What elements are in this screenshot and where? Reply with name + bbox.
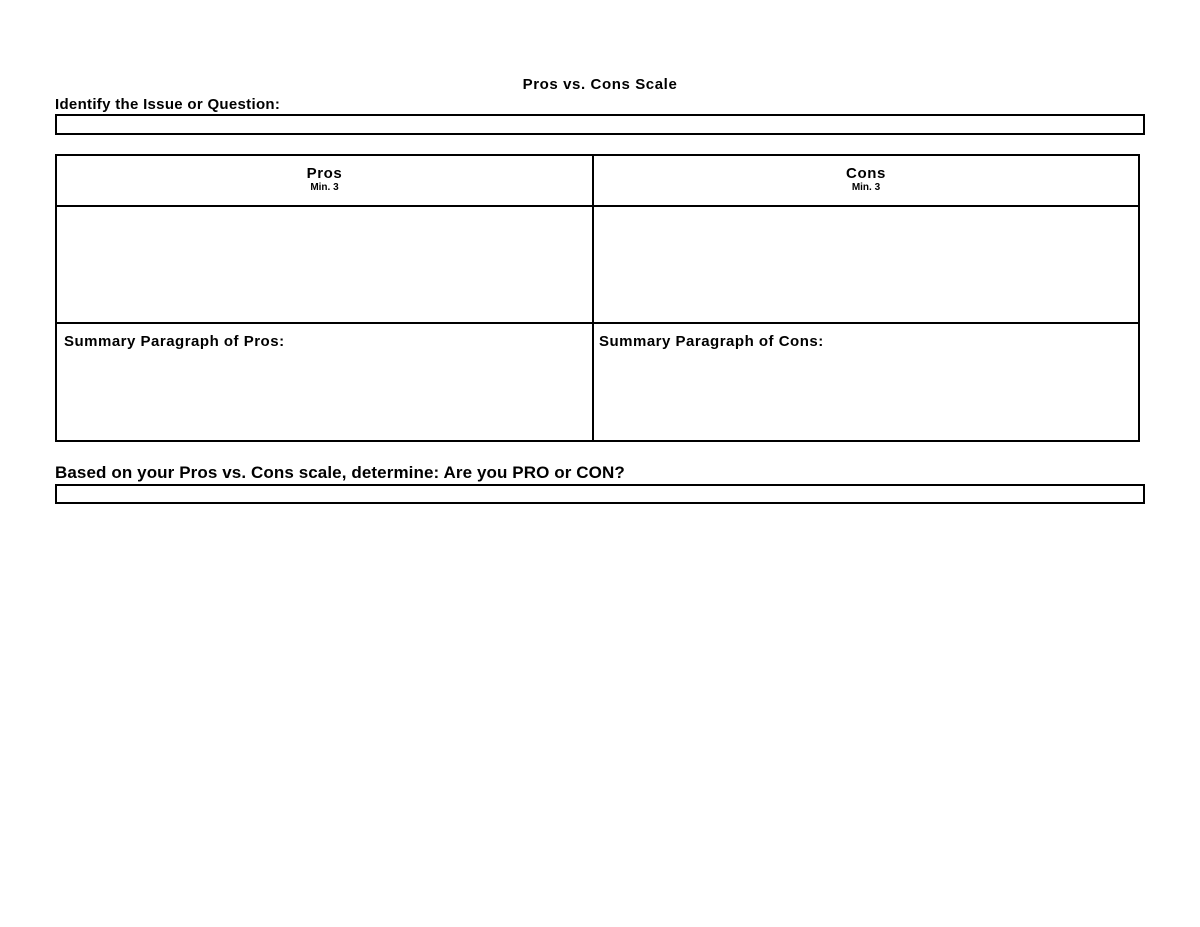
pros-summary-label: Summary Paragraph of Pros: <box>64 333 285 350</box>
cons-column-header <box>594 165 1138 194</box>
cons-heading: Cons <box>846 165 886 182</box>
cons-summary-area[interactable] <box>594 352 1138 440</box>
pros-column-header <box>57 165 592 194</box>
pros-cons-table <box>55 154 1140 442</box>
issue-input[interactable] <box>55 114 1145 135</box>
pros-summary-area[interactable] <box>57 352 592 440</box>
cons-summary-label: Summary Paragraph of Cons: <box>599 333 824 350</box>
page-title: Pros vs. Cons Scale <box>522 76 678 93</box>
cons-minimum-note: Min. 3 <box>851 182 881 193</box>
pros-entries-area[interactable] <box>57 207 592 322</box>
decision-input[interactable] <box>55 484 1145 504</box>
pros-minimum-note: Min. 3 <box>310 182 339 193</box>
pros-heading: Pros <box>306 165 343 182</box>
summary-row-divider <box>57 322 1138 324</box>
decision-label: Based on your Pros vs. Cons scale, determine: Are you PRO or CON? <box>55 463 625 482</box>
issue-label: Identify the Issue or Question: <box>55 96 281 113</box>
cons-entries-area[interactable] <box>594 207 1138 322</box>
